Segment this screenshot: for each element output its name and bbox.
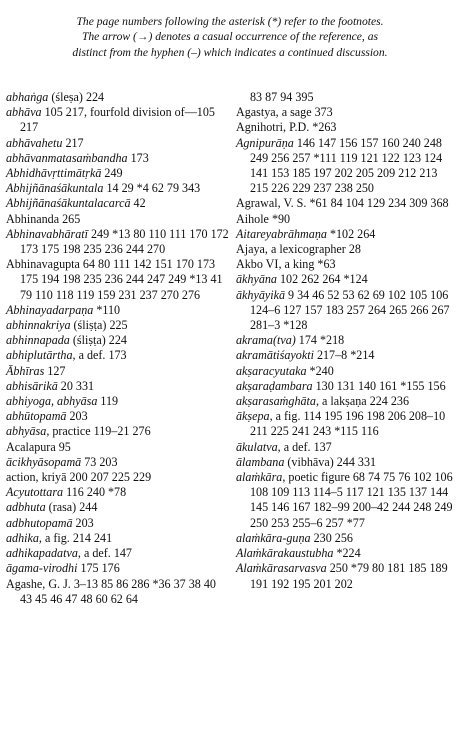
- entry-term: Agnihotri, P.D.: [236, 120, 310, 135]
- entry-pages: , a sage 373: [275, 105, 333, 120]
- index-entry: [6, 136, 230, 151]
- entry-pages: , a king *63: [278, 257, 336, 272]
- entry-pages: , a fig. 114 195 196 198 206 208–10 211 225 241 243 *115 116: [250, 409, 446, 439]
- index-entry: [236, 531, 458, 546]
- entry-pages: (śleṣa) 224: [48, 90, 105, 104]
- entry-pages: , a lakṣaṇa 224 236: [315, 394, 409, 409]
- index-entry: [236, 470, 458, 531]
- index-entry: [6, 333, 230, 348]
- entry-pages: *110: [93, 302, 121, 317]
- entry-pages: , a lexicographer 28: [264, 242, 361, 257]
- index-entry: [236, 561, 458, 591]
- entry-pages: 265: [59, 211, 81, 226]
- entry-term: Abhinavabhāratī: [6, 226, 88, 241]
- index-entry: [6, 546, 230, 561]
- index-entry: [6, 105, 230, 135]
- index-column-right: [236, 90, 458, 592]
- entry-term: Acyutottara: [6, 485, 64, 500]
- entry-pages: , a fig. 214 241: [38, 530, 113, 545]
- entry-pages: 83 87 94 395: [250, 90, 314, 104]
- entry-term: adhika: [6, 530, 39, 545]
- entry-pages: 249: [101, 166, 123, 181]
- index-entry: [6, 318, 230, 333]
- index-entry: [6, 166, 230, 181]
- entry-term: abhāvanmatasaṁbandha: [6, 150, 128, 165]
- index-entry: [6, 379, 230, 394]
- entry-term: Acalapura: [6, 439, 56, 454]
- index-entry: [6, 348, 230, 363]
- index-entry: [6, 212, 230, 227]
- index-entry: [236, 546, 458, 561]
- entry-pages: , a def. 137: [277, 439, 332, 454]
- entry-term: abhinnapada: [6, 333, 70, 348]
- entry-term: āgama-virodhi: [6, 561, 78, 576]
- entry-term: Abhinayadarpaṇa: [6, 302, 94, 317]
- entry-pages: (rasa) 244: [45, 500, 98, 515]
- entry-pages: 119: [97, 394, 119, 409]
- entry-term: alaṁkāra-guṇa: [236, 530, 311, 545]
- entry-pages: *61 84 104 129 234 309 368: [306, 196, 449, 211]
- index-entry: [236, 257, 458, 272]
- index-entry: [236, 333, 458, 348]
- entry-term: ākhyāyikā: [236, 287, 286, 302]
- entry-pages: (śliṣṭa) 224: [69, 333, 127, 348]
- entry-term: akramātiśayokti: [236, 348, 314, 363]
- entry-term: Aihole: [236, 211, 269, 226]
- index-entry: [6, 485, 230, 500]
- index-entry: [236, 227, 458, 242]
- entry-term: abhinnakriya: [6, 318, 71, 333]
- index-entry: [236, 242, 458, 257]
- entry-term: ālambana: [236, 454, 285, 469]
- index-entry: [6, 455, 230, 470]
- entry-term: Aitareyabrāhmaṇa: [236, 226, 327, 241]
- entry-pages: 173: [127, 150, 149, 165]
- entry-term: akṣaraḍambara: [236, 378, 313, 393]
- note-line: The page numbers following the asterisk (*) refer to the footnotes.: [76, 15, 384, 28]
- index-entry: [236, 394, 458, 409]
- entry-pages: 14 29 *4 62 79 343: [103, 181, 201, 196]
- entry-pages: , practice 119–21 276: [46, 424, 151, 439]
- index-entry: [6, 440, 230, 455]
- index-entry: [236, 105, 458, 120]
- entry-term: Abhinanda: [6, 211, 60, 226]
- entry-term: Alaṁkārasarvasva: [236, 561, 327, 576]
- entry-term: abhaṅga: [6, 90, 49, 104]
- entry-pages: *90: [268, 211, 291, 226]
- entry-pages: 42: [130, 196, 146, 211]
- entry-term: ākulatva: [236, 439, 278, 454]
- index-column-left: [6, 90, 230, 607]
- entry-pages: , a def. 147: [77, 546, 132, 561]
- entry-term: Abhijñānaśākuntala: [6, 181, 104, 196]
- index-entry: [6, 257, 230, 303]
- index-entry: [236, 196, 458, 211]
- entry-pages: *224: [333, 546, 361, 561]
- entry-term: abhisārikā: [6, 378, 58, 393]
- index-entry: [6, 227, 230, 257]
- entry-term: abhāvahetu: [6, 135, 63, 150]
- entry-term: abhyāsa: [6, 424, 47, 439]
- index-entry: [6, 151, 230, 166]
- entry-pages: *240: [306, 363, 334, 378]
- entry-term: Akbo VI: [236, 257, 279, 272]
- entry-term: Agashe, G. J.: [6, 576, 71, 591]
- entry-term: ākṣepa: [236, 409, 270, 424]
- entry-pages: 20 331: [57, 378, 95, 393]
- entry-term: akrama(tva): [236, 333, 296, 348]
- index-entry: [6, 409, 230, 424]
- index-entry: [6, 531, 230, 546]
- index-entry: [6, 561, 230, 576]
- entry-pages: 105 217, fourfold division of—105 217: [20, 105, 215, 135]
- entry-term: Agrawal, V. S.: [236, 196, 307, 211]
- entry-term: action,: [6, 470, 42, 485]
- entry-pages: (śliṣṭa) 225: [70, 318, 128, 333]
- index-entry: [236, 348, 458, 363]
- entry-pages: 73 203: [81, 454, 118, 469]
- entry-term: Agastya: [236, 105, 276, 120]
- index-entry: [236, 90, 458, 105]
- entry-term: alaṁkāra: [236, 470, 283, 485]
- index-entry: [6, 303, 230, 318]
- entry-pages: 174 *218: [295, 333, 345, 348]
- entry-pages: kriyā 200 207 225 229: [41, 470, 152, 485]
- index-entry: [236, 440, 458, 455]
- entry-term: ācikhyāsopamā: [6, 454, 82, 469]
- entry-term: abhiyoga, abhyāsa: [6, 394, 98, 409]
- entry-pages: 249 *13 80 110 111 170 172 173 175 198 235 236 244 270: [20, 226, 229, 257]
- entry-pages: , a def. 173: [72, 348, 127, 363]
- entry-pages: 230 256: [310, 530, 353, 545]
- entry-pages: 217–8 *214: [313, 348, 375, 363]
- index-entry: [236, 409, 458, 439]
- entry-pages: 146 147 156 157 160 240 248 249 256 257 *111 119 121 122 123 124 141 153 185 197 202 205 209 212 213 215 226 229 237 238 250: [250, 135, 443, 196]
- entry-pages: 175 176: [77, 561, 120, 576]
- entry-pages: (vibhāva) 244 331: [284, 454, 377, 469]
- entry-pages: 203: [66, 409, 88, 424]
- index-entry: [236, 379, 458, 394]
- entry-term: adbhutopamā: [6, 515, 73, 530]
- entry-term: abhāva: [6, 105, 42, 120]
- index-entry: [236, 288, 458, 334]
- entry-term: akṣarasaṁghāta: [236, 394, 316, 409]
- entry-term: abhūtopamā: [6, 409, 67, 424]
- entry-pages: 130 131 140 161 *155 156: [312, 378, 446, 393]
- index-entry: [6, 516, 230, 531]
- index-entry: [6, 470, 230, 485]
- entry-pages: , poetic figure 68 74 75 76 102 106 108 109 113 114–5 117 121 135 137 144 145 146 167 182–99 200–42 244 248 249 250 253 255–6 257 *77: [250, 470, 453, 530]
- index-entry: [236, 272, 458, 287]
- index-entry: [236, 212, 458, 227]
- entry-term: Abhidhāvṛttimātṛkā: [6, 166, 102, 181]
- entry-pages: 127: [44, 363, 66, 378]
- entry-pages: *263: [309, 120, 337, 135]
- note-line: The arrow (→) denotes a casual occurrence of the reference, as: [81, 30, 379, 44]
- entry-pages: 203: [72, 515, 94, 530]
- entry-term: Alaṁkārakaustubha: [236, 546, 334, 561]
- entry-term: Agnipurāṇa: [236, 135, 294, 150]
- entry-term: akṣaracyutaka: [236, 363, 307, 378]
- index-entry: [236, 364, 458, 379]
- entry-term: ākhyāna: [236, 272, 277, 287]
- entry-term: adbhuta: [6, 500, 46, 515]
- index-entry: [6, 424, 230, 439]
- entry-term: Abhinavagupta: [6, 257, 80, 272]
- entry-term: Abhijñānaśākuntalacarcā: [6, 196, 131, 211]
- entry-pages: 9 34 46 52 53 62 69 102 105 106 124–6 127 157 183 257 264 265 266 267 281–3 *128: [250, 287, 450, 333]
- index-entry: [236, 120, 458, 135]
- entry-pages: *102 264: [326, 226, 376, 241]
- index-entry: [6, 394, 230, 409]
- entry-pages: 250 *79 80 181 185 189 191 192 195 201 202: [250, 561, 448, 591]
- entry-pages: 116 240 *78: [63, 485, 127, 500]
- entry-term: Ābhīras: [6, 363, 45, 378]
- entry-term: adhikapadatva: [6, 546, 78, 561]
- index-entry: [6, 196, 230, 211]
- explanatory-note: [10, 14, 450, 60]
- entry-pages: 64 80 111 142 151 170 173 175 194 198 235 236 244 247 249 *13 41 79 110 118 119 159 231 237 270 276: [20, 257, 223, 302]
- entry-term: abhiplutārtha: [6, 348, 73, 363]
- index-entry: [6, 181, 230, 196]
- index-entry: [6, 90, 230, 105]
- entry-pages: 3–13 85 86 286 *36 37 38 40 43 45 46 47 48 60 62 64: [20, 576, 216, 606]
- index-entry: [6, 577, 230, 607]
- index-entry: [6, 500, 230, 515]
- entry-pages: 217: [62, 135, 84, 150]
- entry-pages: 95: [55, 439, 71, 454]
- entry-term: Ajaya: [236, 242, 265, 257]
- index-entry: [6, 364, 230, 379]
- index-entry: [236, 455, 458, 470]
- entry-pages: 102 262 264 *124: [276, 272, 368, 287]
- note-line: distinct from the hyphen (–) which indicates a continued discussion.: [72, 45, 388, 59]
- index-entry: [236, 136, 458, 197]
